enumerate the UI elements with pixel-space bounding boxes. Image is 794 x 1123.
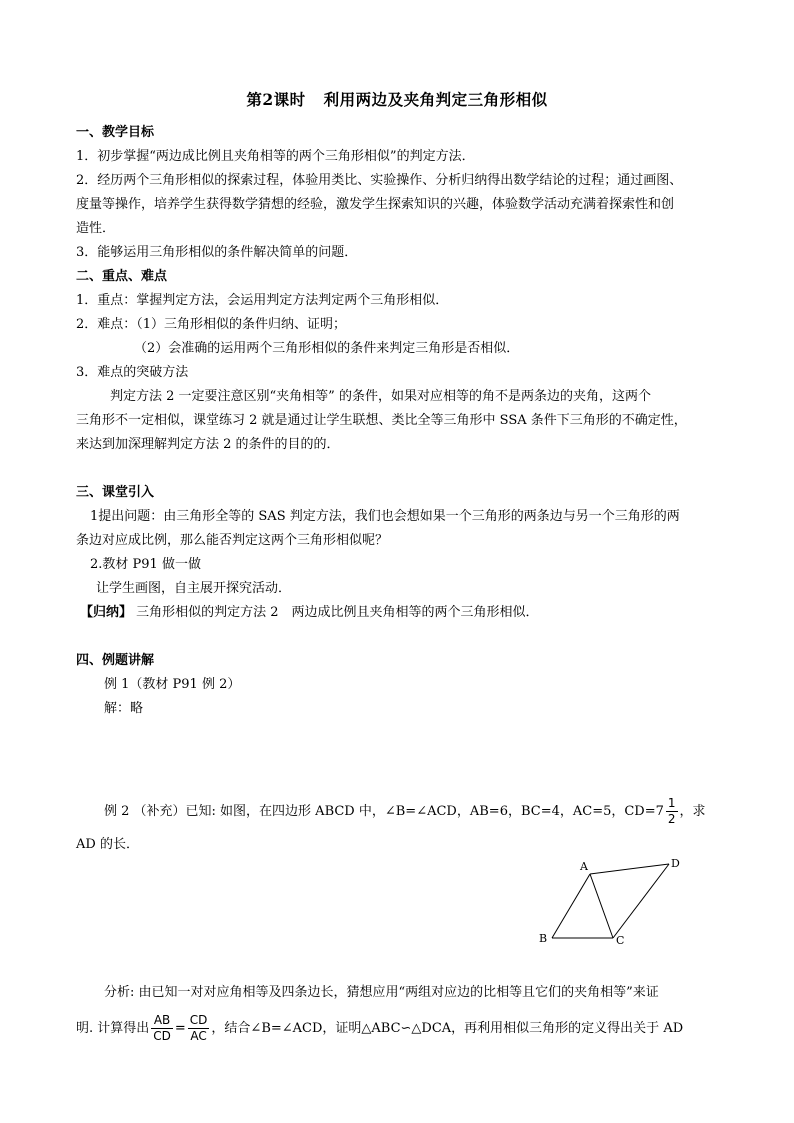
quadrilateral-figure	[530, 852, 710, 952]
fraction-numerator: 1	[667, 796, 676, 810]
fraction-1-numerator: AB	[151, 1013, 173, 1029]
intro-textbook: 2.教材 P91 做一做	[90, 557, 201, 572]
section-1-heading: 一、教学目标	[76, 125, 155, 140]
lesson-topic: 利用两边及夹角判定三角形相似	[323, 90, 548, 109]
example-2-tail: ，求	[679, 804, 706, 819]
vertex-d-label: D	[671, 857, 680, 870]
analysis-suffix: ，结合∠B=∠ACD，证明△ABC∽△DCA，再利用相似三角形的定义得出关于 AD	[211, 1021, 684, 1036]
section-2-heading: 二、重点、难点	[76, 269, 168, 284]
summary-tag: 【归纳】	[80, 605, 133, 620]
example-2-line-1	[104, 796, 706, 827]
breakthrough-line-3: 来达到加深理解判定方法 2 的条件的目的的．	[76, 437, 340, 452]
example-1-answer: 解：略	[104, 701, 144, 716]
summary-text: 三角形相似的判定方法 2 两边成比例且夹角相等的两个三角形相似．	[136, 605, 539, 620]
example-1: 例 1（教材 P91 例 2）	[104, 677, 241, 692]
breakthrough-heading: 3．难点的突破方法	[76, 365, 189, 380]
section-3-heading: 三、课堂引入	[76, 485, 155, 500]
goal-2-line-1: 2．经历两个三角形相似的探索过程，体验用类比、实验操作、分析归纳得出数学结论的过程；通过画图、	[76, 173, 683, 188]
equals-sign: =	[174, 1021, 186, 1036]
difficulty-2: （2）会准确的运用两个三角形相似的条件来判定三角形是否相似．	[134, 341, 520, 356]
key-point: 1．重点：掌握判定方法，会运用判定方法判定两个三角形相似．	[76, 293, 449, 308]
analysis-line-1: 分析: 由已知一对对应角相等及四条边长，猜想应用“两组对应边的比相等且它们的夹角相等”来证	[104, 985, 659, 1000]
goal-3: 3．能够运用三角形相似的条件解决简单的问题．	[76, 245, 358, 260]
intro-question-line-2: 条边对应成比例，那么能否判定这两个三角形相似呢？	[76, 533, 389, 548]
segment-ad	[590, 864, 669, 874]
goal-2-line-3: 造性．	[76, 221, 116, 236]
summary-line	[80, 604, 539, 622]
goal-1: 1．初步掌握“两边成比例且夹角相等的两个三角形相似”的判定方法．	[76, 149, 475, 164]
fraction-1-denominator: CD	[153, 1029, 171, 1043]
fraction-ab-over-cd	[151, 1013, 173, 1044]
fraction-cd-over-ac	[188, 1013, 210, 1044]
vertex-b-label: B	[539, 932, 548, 945]
segment-cd	[613, 864, 669, 938]
vertex-c-label: C	[616, 934, 625, 947]
lesson-number: 第2课时	[246, 90, 306, 109]
difficulty-1: 2．难点：（1）三角形相似的条件归纳、证明；	[76, 317, 347, 332]
section-4-heading: 四、例题讲解	[76, 653, 155, 668]
fraction-2-numerator: CD	[189, 1013, 208, 1027]
analysis-line-2	[76, 1008, 683, 1050]
analysis-prefix: 明. 计算得出	[76, 1021, 150, 1036]
segment-ac	[590, 874, 613, 938]
example-2-text: 例 2 （补充）已知: 如图，在四边形 ABCD 中，∠B=∠ACD，AB=6，BC=4，AC=5，CD=7	[104, 804, 664, 819]
breakthrough-line-1: 判定方法 2 一定要注意区别“夹角相等” 的条件，如果对应相等的角不是两条边的夹角，这两个	[110, 389, 651, 404]
mixed-fraction	[666, 796, 678, 827]
intro-question-line-1: 1提出问题：由三角形全等的 SAS 判定方法，我们也会想如果一个三角形的两条边与另一个三角形的两	[90, 509, 680, 524]
example-2-line-2: AD 的长．	[76, 837, 139, 852]
goal-2-line-2: 度量等操作，培养学生获得数学猜想的经验，激发学生探索知识的兴趣，体验数学活动充满着探索性和创	[76, 197, 675, 212]
vertex-a-label: A	[580, 860, 588, 873]
intro-activity: 让学生画图，自主展开探究活动．	[96, 581, 292, 596]
fraction-2-denominator: AC	[190, 1029, 207, 1043]
page-title	[0, 88, 794, 110]
fraction-denominator: 2	[667, 812, 676, 826]
breakthrough-line-2: 三角形不一定相似，课堂练习 2 就是通过让学生联想、类比全等三角形中 SSA 条件下三角形的不确定性，	[76, 413, 687, 428]
segment-ab	[552, 874, 590, 938]
